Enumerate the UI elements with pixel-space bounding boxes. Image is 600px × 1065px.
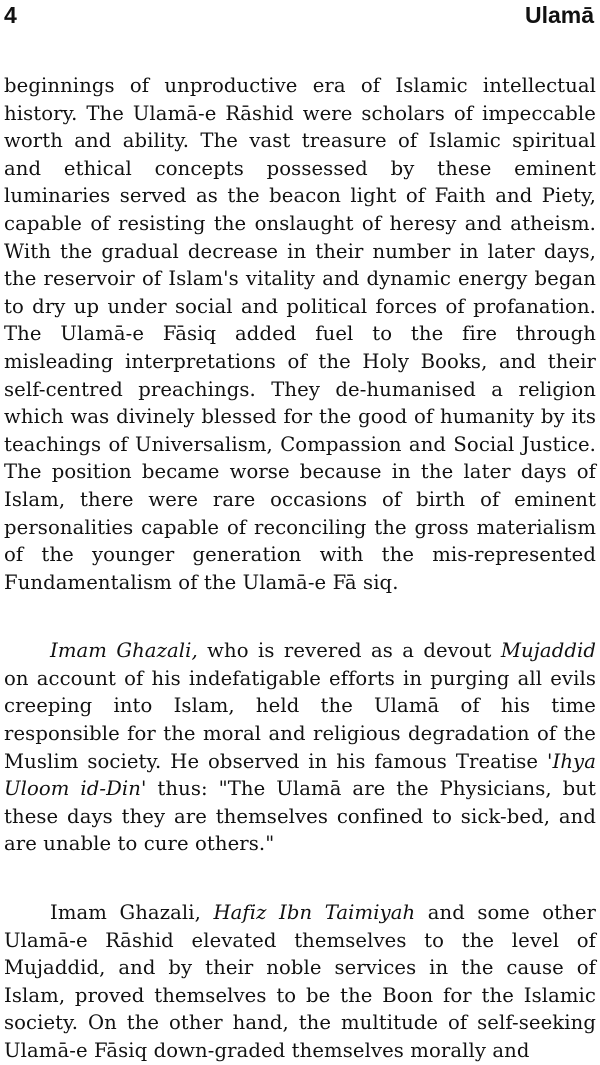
paragraph-text: and some other Ulamā-e Rāshid elevated themselves to the level of Mujaddid, and by their noble services in the cause of Islam, proved themselves to be the Boon for the Islamic society. On the other hand, the multitude of self-seeking Ulamā-e Fāsiq down-graded themselves morally and	[4, 901, 597, 1062]
paragraph	[4, 899, 596, 1065]
page-body	[4, 72, 596, 1065]
paragraph-text: beginnings of unproductive era of Islamic intellectual history. The Ulamā-e Rāshid were scholars of impeccable worth and ability. The vast treasure of Islamic spiritual and ethical concepts possessed by these eminent luminaries served as the beacon light of Faith and Piety, capable of resisting the onslaught of heresy and atheism. With the gradual decrease in their number in later days, the reservoir of Islam's vitality and dynamic energy began to dry up under social and political forces of profanation. The Ulamā-e Fāsiq added fuel to the fire through misleading interpretations of the Holy Books, and their self-centred preachings. They de-humanised a religion which was divinely blessed for the good of humanity by its teachings of Universalism, Compassion and Social Justice. The position became worse because in the later days of Islam, there were rare occasions of birth of eminent personalities capable of reconciling the gross materialism of the younger generation with the mis-represented Fundamentalism of the Ulamā-e Fā siq.	[4, 74, 596, 594]
paragraph	[4, 72, 596, 596]
italic-title: 'Ihya Uloom id-Din'	[4, 749, 596, 801]
page-header	[4, 2, 594, 34]
paragraph	[4, 637, 596, 858]
running-head: Ulamā	[524, 2, 594, 28]
paragraph-text: who is revered as a devout	[197, 639, 501, 663]
paragraph-text: Imam Ghazali,	[50, 901, 214, 925]
paragraph-text: thus: "The Ulamā are the Physicians, but these days they are themselves confined to sick-bed, and are unable to cure others."	[4, 777, 596, 856]
italic-name: Imam Ghazali,	[50, 639, 198, 663]
paragraph-text: on account of his indefatigable efforts in purging all evils creeping into Islam, held the Ulamā of his time responsible for the moral and religious degradation of the Muslim society. He observed in his famous Treatise	[4, 666, 596, 773]
page-number: 4	[4, 2, 17, 28]
italic-term: Mujaddid	[500, 639, 596, 663]
italic-name: Hafiz Ibn Taimiyah	[213, 901, 416, 925]
